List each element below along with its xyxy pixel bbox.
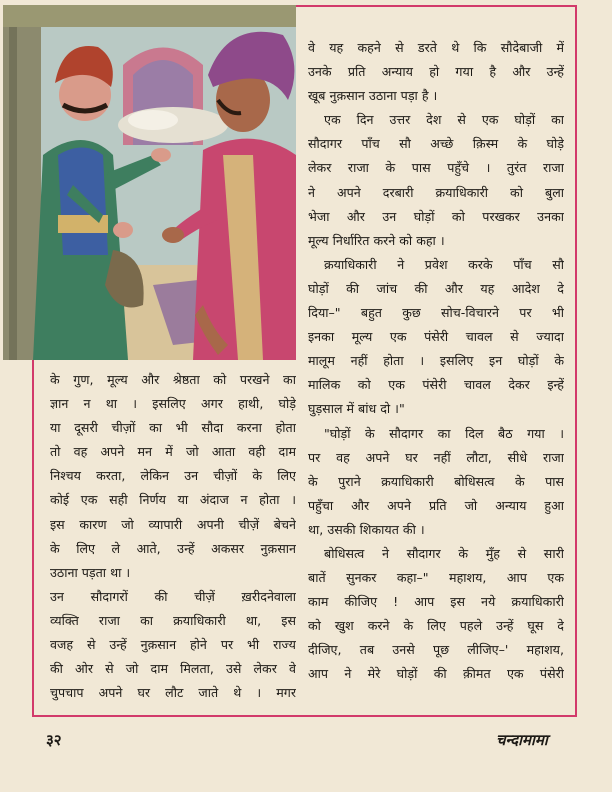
- text-line: एक दिन उत्तर देश से एक घोड़ों का: [324, 112, 564, 128]
- text-line: काम कीजिए ! आप इस नये क्रयाधिकारी: [308, 594, 564, 610]
- text-line: के पुराने क्रयाधिकारी बोधिसत्व के पास: [308, 473, 564, 489]
- text-line: वे यह कहने से डरते थे कि सौदेबाजी में: [308, 40, 564, 55]
- right-text-column: [308, 36, 564, 687]
- text-line: की ओर से जो दाम मिलता, उसे लेकर वे: [50, 661, 296, 677]
- text-line: सौदागर पाँच सौ अच्छे क़िस्म के घोड़े: [308, 136, 564, 152]
- text-line: पहुँचा और अपने प्रति जो अन्याय हुआ: [308, 497, 564, 513]
- text-line: के गुण, मूल्य और श्रेष्ठता को परखने का: [50, 372, 296, 387]
- text-line: आप ने मेरे घोड़ों की क़ीमत एक पंसेरी: [308, 666, 564, 682]
- text-line: "घोड़ों के सौदागर का दिल बैठ गया ।: [324, 425, 564, 441]
- text-line: के लिए ले आते, उन्हें अकसर नुक़सान: [50, 540, 296, 556]
- text-line: मालूम नहीं होता । इसलिए इन घोड़ों के: [308, 353, 564, 369]
- text-line: ने अपने दरबारी क्रयाधिकारी को बुला: [308, 184, 564, 200]
- text-line: निश्चय करता, लेकिन उन चीज़ों के लिए: [50, 468, 296, 484]
- text-line: घुड़साल में बांध दो ।": [308, 401, 405, 417]
- page-footer: [0, 728, 612, 758]
- text-line: बोधिसत्व ने सौदागर के मुँह से सारी: [324, 545, 564, 561]
- left-text-column: [50, 368, 296, 705]
- text-line: भेजा और उन घोड़ों को परखकर उनका: [308, 208, 564, 224]
- text-line: को खुश करने के लिए पहले उन्हें घूस दे: [308, 618, 564, 634]
- text-line: दिया–" बहुत कुछ सोच-विचारने पर भी: [308, 305, 564, 321]
- text-line: व्यक्ति राजा का क्रयाधिकारी था, इस: [50, 612, 296, 628]
- page-number: ३२: [46, 731, 62, 749]
- text-line: बातें सुनकर कहा–" महाशय, आप एक: [308, 570, 564, 586]
- text-line: इस कारण जो व्यापारी अपनी चीज़ें बेचने: [50, 516, 296, 532]
- text-line: कोई एक सही निर्णय या अंदाज न होता ।: [50, 492, 296, 508]
- text-line: लेकर राजा के पास पहुँचे । तुरंत राजा: [308, 160, 564, 176]
- text-line: चुपचाप अपने घर लौट जाते थे । मगर: [50, 685, 296, 701]
- text-line: या दूसरी चीज़ों का भी सौदा करना होता: [50, 420, 296, 436]
- text-line: तो वह अपने मन में जो आता वही दाम: [50, 444, 296, 460]
- text-line: पर वह अपने घर नहीं लौटा, सीधे राजा: [308, 449, 564, 465]
- text-line: क्रयाधिकारी ने प्रवेश करके पाँच सौ: [324, 256, 564, 272]
- text-line: घोड़ों की जांच की और यह आदेश दे: [308, 280, 564, 296]
- text-line: दीजिए, तब उनसे पूछ लीजिए–' महाशय,: [308, 642, 564, 658]
- text-line: उनके प्रति अन्याय हो गया है और उन्हें: [308, 64, 564, 80]
- text-line: था, उसकी शिकायत की ।: [308, 521, 425, 537]
- text-line: इनका मूल्य एक पंसेरी चावल से ज्यादा: [308, 329, 564, 345]
- magazine-name: चन्दामामा: [496, 731, 548, 749]
- story-illustration: [3, 5, 296, 360]
- text-line: ज्ञान न था । इसलिए अगर हाथी, घोड़े: [50, 396, 296, 412]
- text-line: खूब नुक़सान उठाना पड़ा है ।: [308, 88, 438, 104]
- text-line: उठाना पड़ता था ।: [50, 564, 131, 580]
- text-line: वजह से उन्हें नुक़सान होने पर भी राज्य: [50, 637, 296, 653]
- text-line: मालिक को एक पंसेरी चावल देकर इन्हें: [308, 377, 564, 393]
- text-line: मूल्य निर्धारित करने को कहा ।: [308, 232, 445, 248]
- text-line: उन सौदागरों की चीज़ें ख़रीदनेवाला: [50, 588, 296, 604]
